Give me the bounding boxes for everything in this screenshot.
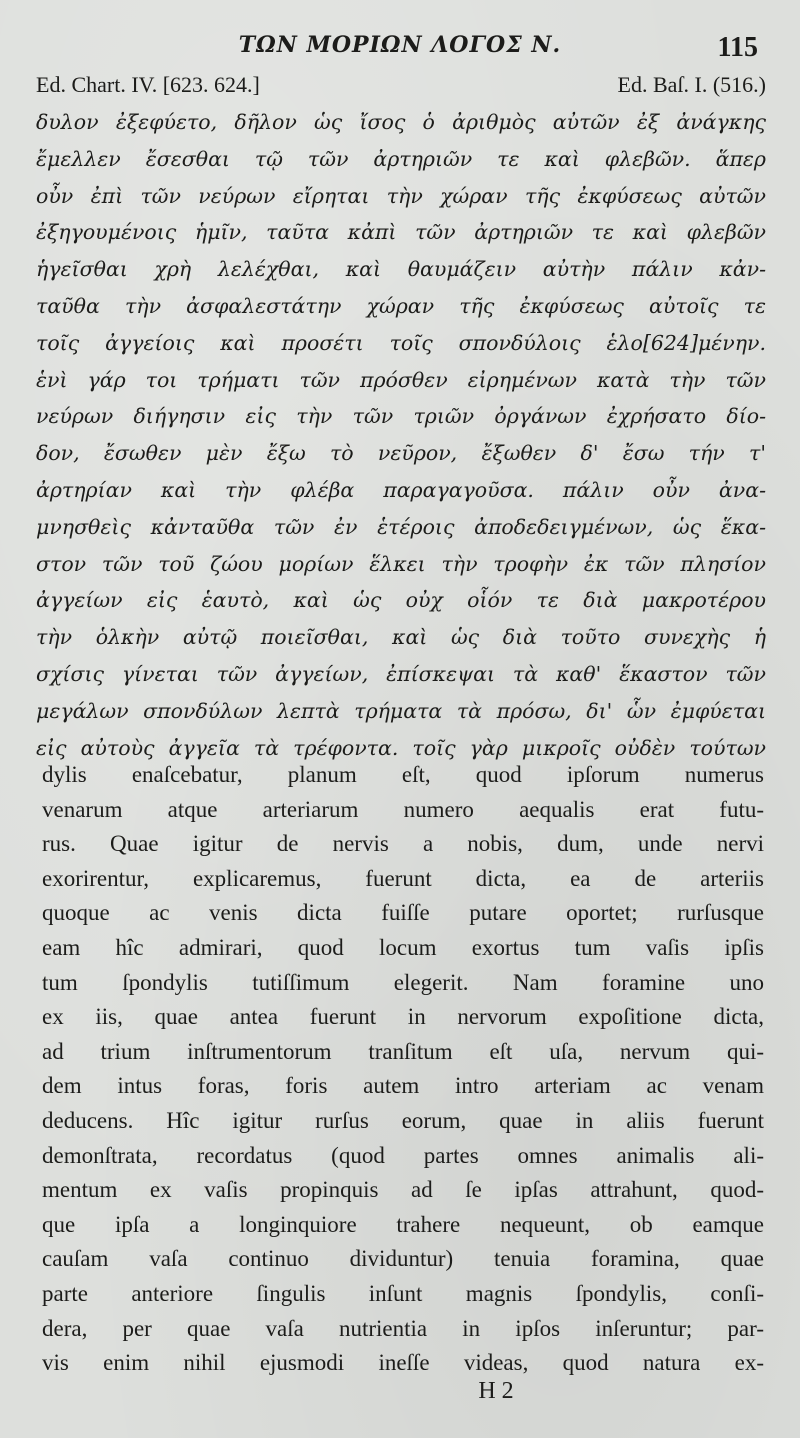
latin-line: demonſtrata, recordatus (quod partes omnes animalis ali-: [42, 1142, 764, 1168]
greek-line: σχίσις γίνεται τῶν ἀγγείων, ἐπίσκεψαι τὰ καθ' ἕκαστον τῶν: [36, 661, 766, 686]
latin-line: dylis enaſcebatur, planum eſt, quod ipſorum numerus: [42, 762, 764, 787]
latin-line: cauſam vaſa continuo dividuntur) tenuia foramina, quae: [42, 1246, 764, 1272]
greek-line: ἔμελλεν ἔσεσθαι τῷ τῶν ἀρτηριῶν τε καὶ φλεβῶν. ἅπερ: [36, 146, 766, 171]
latin-line: parte anteriore ſingulis inſunt magnis ſpondylis, conſi-: [42, 1280, 764, 1306]
greek-line: ἑνὶ γάρ τοι τρήματι τῶν πρόσθεν εἰρημένων κατὰ τὴν τῶν: [36, 367, 766, 392]
greek-text-block: [36, 104, 766, 766]
latin-line: mentum ex vaſis propinquis ad ſe ipſas attrahunt, quod-: [42, 1177, 764, 1203]
greek-line: τοῖς ἀγγείοις καὶ προσέτι τοῖς σπονδύλοις ἑλο[624]μένην.: [36, 330, 766, 355]
greek-line: ἀγγείων εἰς ἑαυτὸ, καὶ ὡς οὐχ οἷόν τε διὰ μακροτέρου: [36, 588, 766, 613]
greek-line: ἐξηγουμένοις ἡμῖν, ταῦτα κἀπὶ τῶν ἀρτηριῶν τε καὶ φλεβῶν: [36, 220, 766, 245]
latin-line: tum ſpondylis tutiſſimum elegerit. Nam foramine uno: [42, 969, 764, 995]
edition-reference-left: Ed. Chart. IV. [623. 624.]: [36, 72, 260, 97]
signature-mark-text: H 2: [478, 1378, 514, 1404]
greek-line: στον τῶν τοῦ ζώου μορίων ἕλκει τὴν τροφὴν ἐκ τῶν πλησίον: [36, 551, 766, 576]
page-number: 115: [717, 32, 758, 63]
edition-reference-line: [36, 72, 766, 102]
latin-text-block: [42, 758, 764, 1381]
latin-line: deducens. Hîc igitur rurſus eorum, quae in aliis fuerunt: [42, 1107, 764, 1133]
greek-line: μεγάλων σπονδύλων λεπτὰ τρήματα τὰ πρόσω, δι' ὧν ἐμφύεται: [36, 698, 766, 723]
latin-line: dem intus foras, foris autem intro arteriam ac venam: [42, 1073, 764, 1099]
greek-line: νεύρων διήγησιν εἰς τὴν τῶν τριῶν ὀργάνων ἐχρήσατο δίο-: [36, 404, 766, 429]
greek-line: δυλον ἐξεφύετο, δῆλον ὡς ἴσος ὁ ἀριθμὸς αὐτῶν ἐξ ἀνάγκης: [36, 110, 766, 134]
latin-line: eam hîc admirari, quod locum exortus tum vaſis ipſis: [42, 934, 764, 960]
latin-line: venarum atque arteriarum numero aequalis erat futu-: [42, 796, 764, 822]
greek-line: δον, ἔσωθεν μὲν ἔξω τὸ νεῦρον, ἔξωθεν δ' ἔσω τήν τ': [36, 441, 766, 466]
latin-line: ex iis, quae antea fuerunt in nervorum expoſitione dicta,: [42, 1004, 764, 1030]
signature-mark: [0, 1378, 800, 1405]
greek-line: εἰς αὐτοὺς ἀγγεῖα τὰ τρέφοντα. τοῖς γὰρ μικροῖς οὐδὲν τούτων: [36, 735, 766, 760]
greek-line: μνησθεὶς κἀνταῦθα τῶν ἐν ἑτέροις ἀποδεδειγμένων, ὡς ἕκα-: [36, 514, 766, 539]
latin-line: ad trium inſtrumentorum tranſitum eſt uſa, nervum qui-: [42, 1038, 764, 1064]
running-head: [0, 28, 800, 68]
running-title: ΤΩΝ ΜΟΡΙΩΝ ΛΟΓΟΣ Ν.: [238, 32, 562, 58]
greek-line: ταῦθα τὴν ἀσφαλεστάτην χώραν τῆς ἐκφύσεως αὐτοῖς τε: [36, 293, 766, 318]
latin-line: exorirentur, explicaremus, fuerunt dicta, ea de arteriis: [42, 865, 764, 891]
edition-reference-right: Ed. Baſ. I. (516.): [617, 72, 766, 97]
latin-line: que ipſa a longinquiore trahere nequeunt, ob eamque: [42, 1211, 764, 1237]
latin-line: dera, per quae vaſa nutrientia in ipſos inſeruntur; par-: [42, 1315, 764, 1341]
greek-line: ἡγεῖσθαι χρὴ λελέχθαι, καὶ θαυμάζειν αὐτὴν πάλιν κἀν-: [36, 257, 766, 282]
greek-line: οὖν ἐπὶ τῶν νεύρων εἴρηται τὴν χώραν τῆς ἐκφύσεως αὐτῶν: [36, 183, 766, 208]
latin-line: quoque ac venis dicta fuiſſe putare oportet; rurſusque: [42, 900, 764, 926]
greek-line: ἀρτηρίαν καὶ τὴν φλέβα παραγαγοῦσα. πάλιν οὖν ἀνα-: [36, 477, 766, 502]
latin-line: vis enim nihil ejusmodi ineſſe videas, quod natura ex-: [42, 1350, 764, 1376]
latin-line: rus. Quae igitur de nervis a nobis, dum, unde nervi: [42, 831, 764, 857]
greek-line: τὴν ὁλκὴν αὐτῷ ποιεῖσθαι, καὶ ὡς διὰ τοῦτο συνεχὴς ἡ: [36, 625, 766, 650]
